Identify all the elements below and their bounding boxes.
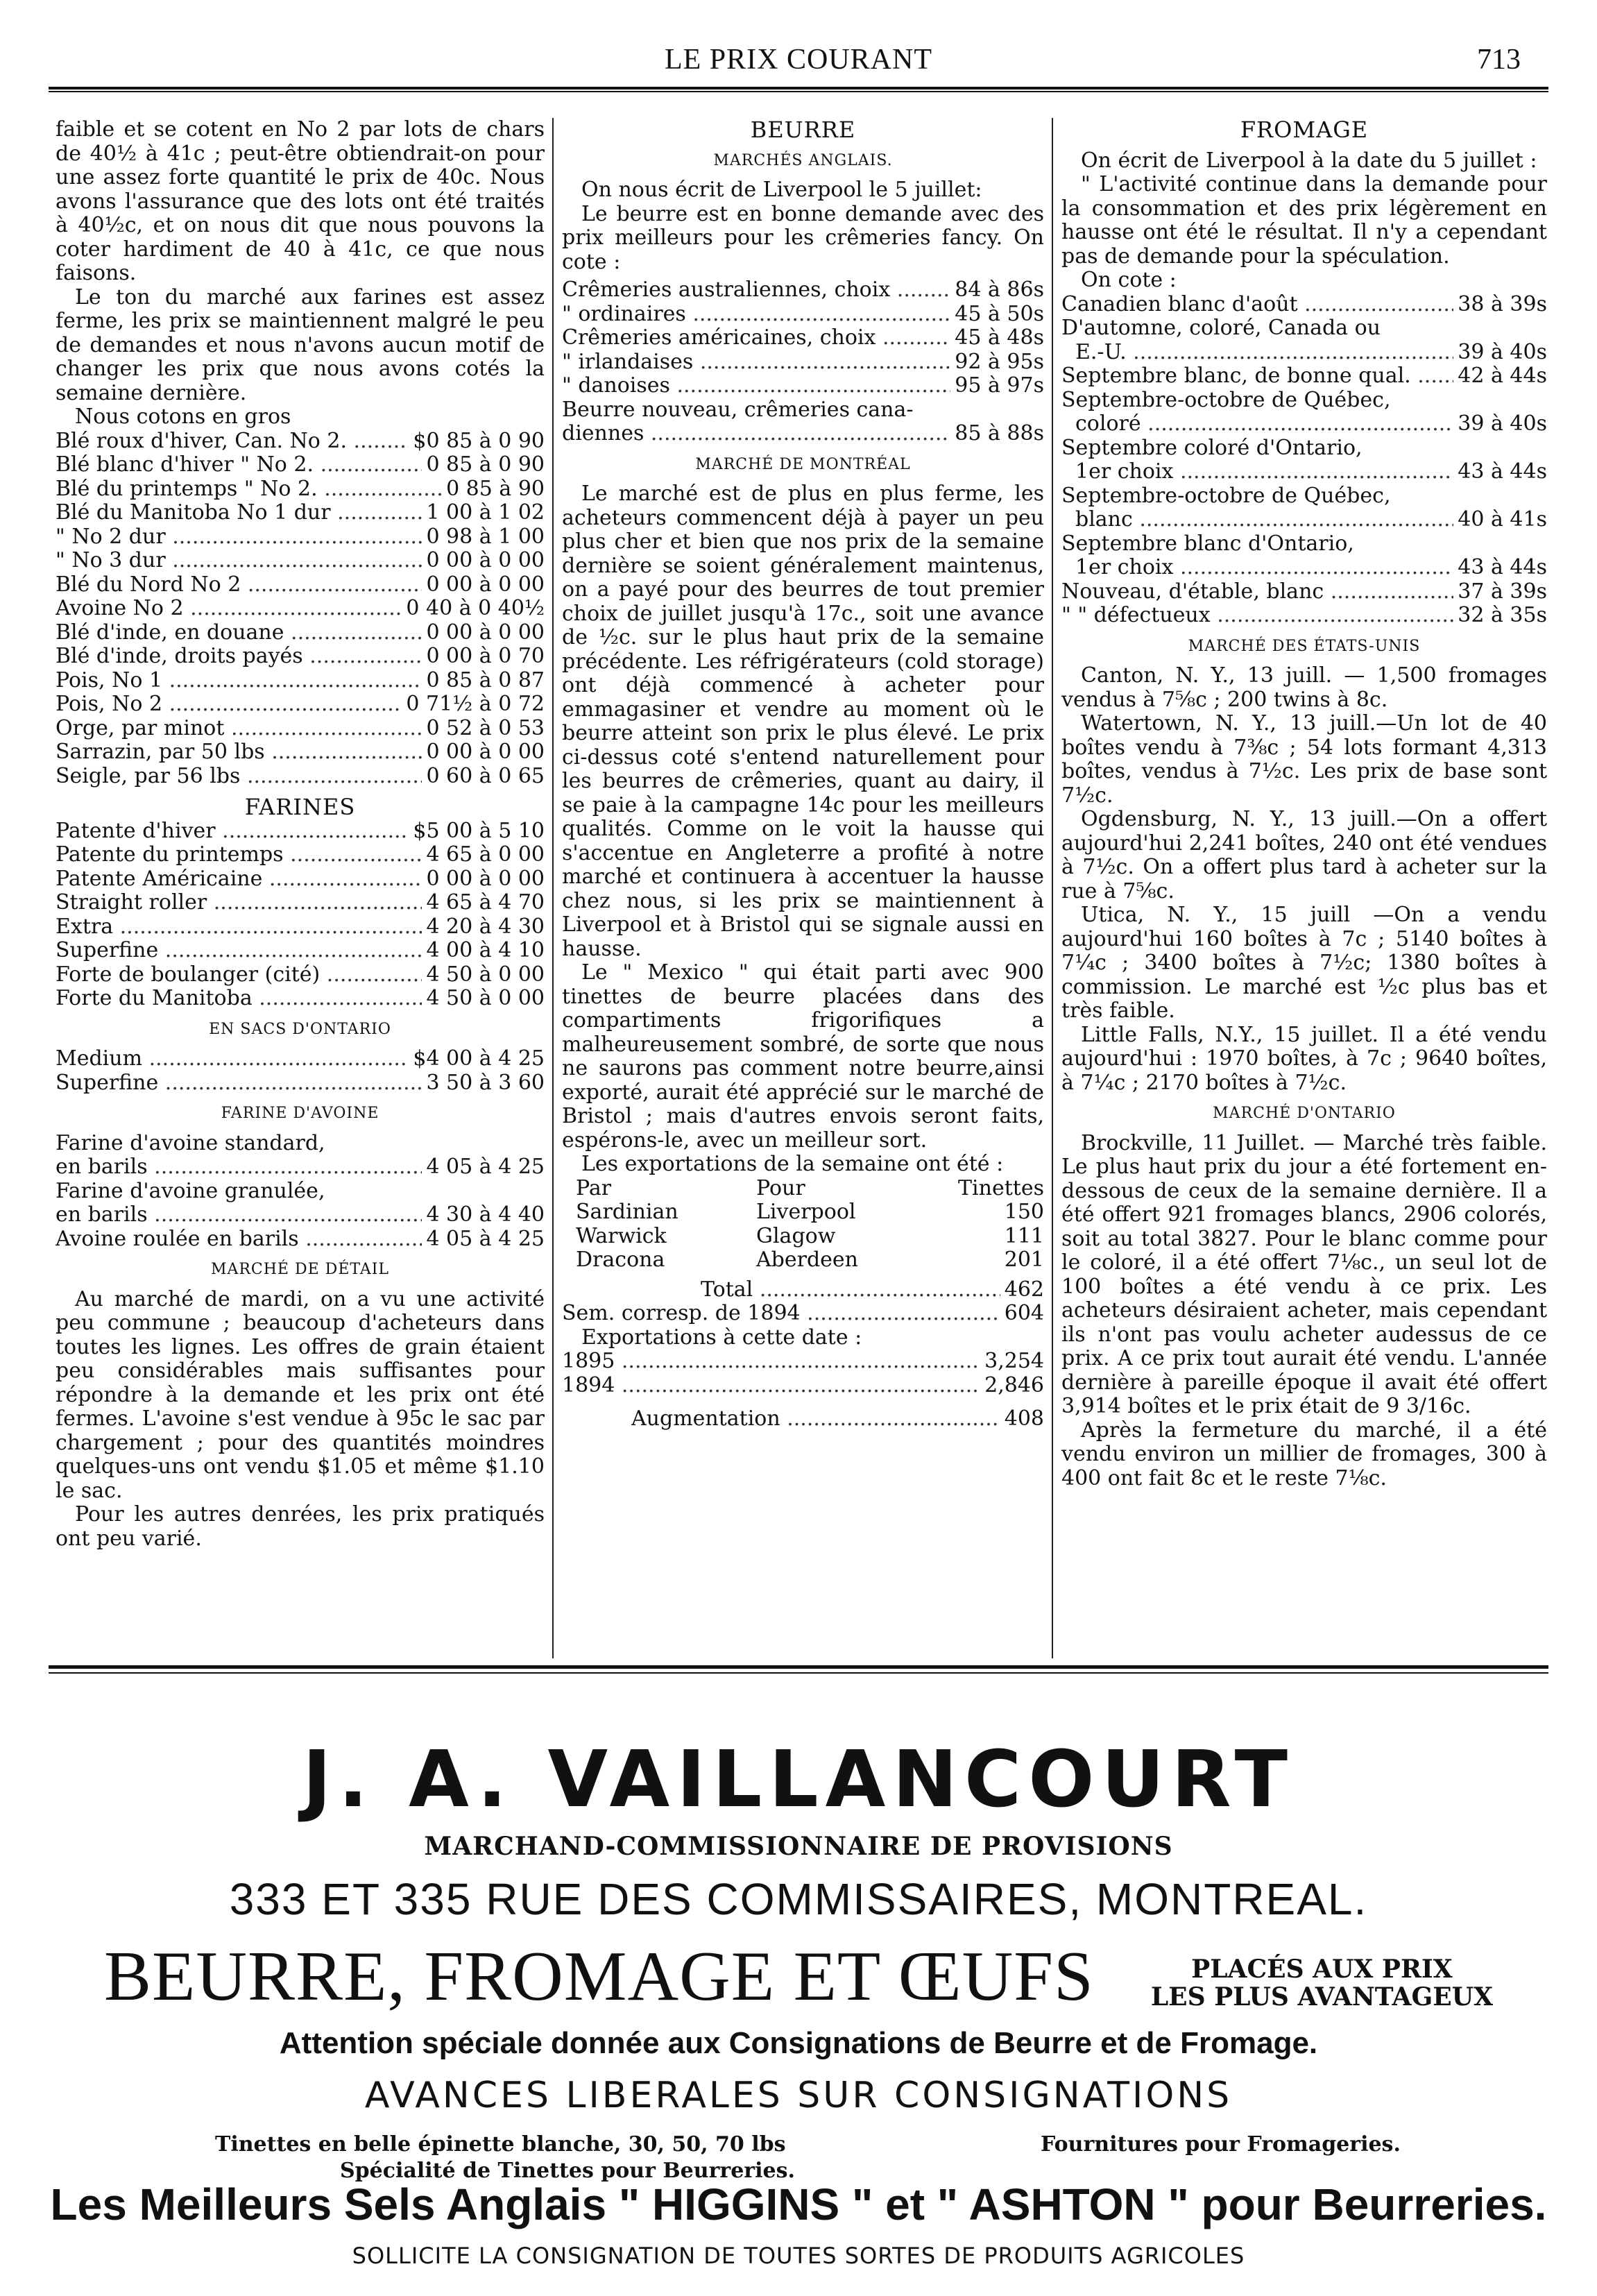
specialite-line: Spécialité de Tinettes pour Beurreries. [340,2159,795,2183]
price-row: Avoine No 2 ..... 0 40 à 0 40½ [55,597,545,621]
section-title-farines: FARINES [244,794,356,820]
paragraph: Les exportations de la semaine ont été : [581,1152,1004,1176]
price-row: " ordinaires ..... 45 à 50s [562,303,1044,327]
paragraph: Le marché est de plus en plus ferme, les acheteurs commencent déjà à payer un peu plus cher et bien que nos prix de la semaine dernière se soient généralement maintenus, on a payé pour des beurres de tout premier choix de juillet jusqu'à 17c., soit une avance de ½c. sur le plus haut prix de la semaine précédente. Les réfrigérateurs (cold storage) ont déjà commencé à acheter pour emmagasiner et vendre au moment où le beurre atteint son prix le plus élevé. Le prix ci-dessus coté s'entend naturellement pour les beurres de crêmeries, quant au dairy, il se paie à la campagne 14c pour les meilleurs qualités. Comme on le voit la hausse qui s'accentue en Angleterre a profité à notre marché et continuera à accentuer la hausse chez nous, si les prix se maintiennent à Liverpool et à Bristol qui se signale aussi en hausse. [562,482,1044,961]
price-row: Extra ..... 4 20 à 4 30 [55,915,545,939]
header-rule [49,87,1548,90]
price-row: en barils ..... 4 05 à 4 25 [55,1155,545,1180]
advertiser-name: J. A. VAILLANCOURT [302,1735,1295,1825]
subsection-title: MARCHÉ DE MONTRÉAL [695,455,911,473]
price-row: Superfine ..... 3 50 à 3 60 [55,1071,545,1096]
grain-price-list [55,430,545,789]
column-separator [1052,118,1053,1658]
paragraph: On nous écrit de Liverpool le 5 juillet: [581,178,982,202]
price-row: Septembre blanc, de bonne qual. ..... 42 à 44s [1061,364,1547,389]
list-item: Septembre blanc d'Ontario, [1061,531,1354,556]
exports-by-year [562,1350,1044,1397]
total-row: Augmentation ..... 408 [562,1407,1044,1431]
section-title-avoine: FARINE D'AVOINE [221,1105,379,1122]
price-row: Crêmeries australiennes, choix ..... 84 à 86s [562,278,1044,303]
column-grains [55,118,545,1551]
section-title-beurre: BEURRE [750,117,856,143]
list-item: Septembre coloré d'Ontario, [1061,435,1363,460]
price-row: Sarrazin, par 50 lbs ..... 0 00 à 0 00 [55,740,545,765]
price-row: Pois, No 1 ..... 0 85 à 0 87 [55,669,545,693]
advertiser-role: MARCHAND-COMMISSIONNAIRE DE PROVISIONS [424,1832,1173,1861]
column-separator [552,118,554,1658]
paragraph: Pour les autres denrées, les prix pratiqués ont peu varié. [55,1502,545,1551]
price-row: " " défectueux ..... 32 à 35s [1061,604,1547,628]
paragraph: On cote : [1081,268,1177,292]
price-row: Superfine ..... 4 00 à 4 10 [55,939,545,963]
price-row: diennes ..... 85 à 88s [562,422,1044,446]
price-row: " irlandaises ..... 92 à 95s [562,350,1044,375]
price-row: 1er choix ..... 43 à 44s [1061,460,1547,484]
price-row: " No 3 dur ..... 0 00 à 0 00 [55,549,545,573]
paragraph: " L'activité continue dans la demande pour la consommation et des prix légèrement en hausse ont été le résultat. Il n'y a cependant pas de demande pour la spéculation. [1061,172,1547,269]
advertiser-address: 333 ET 335 RUE DES COMMISSAIRES, MONTREAL. [229,1874,1368,1924]
section-title-detail: MARCHÉ DE DÉTAIL [210,1261,390,1278]
ad-rule-thin [49,1672,1548,1674]
list-item: Farine d'avoine granulée, [55,1178,325,1203]
products-banner [49,1936,1548,2019]
butter-price-list [562,278,1044,398]
header-rule-thin [49,91,1548,92]
price-row: Canadien blanc d'août ..... 38 à 39s [1061,293,1547,317]
price-row: blanc ..... 40 à 41s [1061,508,1547,532]
price-row: coloré ..... 39 à 40s [1061,412,1547,436]
exports-table-header: Par Pour Tinettes [576,1175,1044,1200]
list-item: Beurre nouveau, crêmeries cana- [562,397,914,422]
ad-rule [49,1665,1548,1669]
subheading: Nous cotons en gros [75,405,291,429]
paragraph: Exportations à cette date : [581,1325,862,1350]
total-row: Total ..... 462 [562,1278,1044,1302]
fournitures-line: Fournitures pour Fromageries. [1041,2132,1401,2157]
price-row: Straight roller ..... 4 65 à 4 70 [55,891,545,915]
market-report: Brockville, 11 Juillet. — Marché très faible. Le plus haut prix du jour a été fortement en-dessous de ceux de la semaine dernière. Il a été offert 921 fromages blancs, 2906 colorés, soit au total 3827. Pour le blanc comme pour le coloré, il a été offert 7⅛c., un seul lot de 100 boîtes a été vendu à ce prix. Les acheteurs désiraient acheter, mais cependant ils n'ont pas voulu acheter audessus de ce prix. A ce prix tout aurait été vendu. L'année dernière à pareille époque il avait été offert 3,914 boîtes et le prix était de 9 3/16c. [1061,1130,1547,1418]
price-row: " No 2 dur ..... 0 98 à 1 00 [55,525,545,550]
table-row: Warwick Glagow 111 [576,1223,1044,1248]
paragraph: Après la fermeture du marché, il a été vendu environ un millier de fromages, 300 à 400 ont fait 8c et le reste 7⅛c. [1061,1418,1547,1490]
paragraph: On écrit de Liverpool à la date du 5 juillet : [1081,148,1537,173]
market-report: Watertown, N. Y., 13 juill.—Un lot de 40 boîtes vendu à 7⅜c ; 54 lots formant 4,313 boîtes, vendus à 7½c. Les prix de base sont 7½c. [1061,711,1547,808]
price-row: Blé du printemps " No 2. ..... 0 85 à 90 [55,477,545,502]
subsection-title: MARCHÉS ANGLAIS. [713,151,893,169]
price-row: Orge, par minot ..... 0 52 à 0 53 [55,717,545,741]
section-title-sacs: EN SACS D'ONTARIO [209,1020,391,1038]
market-report: Utica, N. Y., 15 juill —On a vendu aujourd'hui 160 boîtes à 7c ; 5140 boîtes à 7¼c ; 3400 boîtes à 7½c; 1380 boîtes à commission. Le marché est ½c plus bas et très faible. [1061,903,1547,1023]
price-row: 1er choix ..... 43 à 44s [1061,556,1547,580]
price-row: Patente du printemps ..... 4 65 à 0 00 [55,843,545,867]
products-note: PLACÉS AUX PRIX LES PLUS AVANTAGEUX [1150,1955,1493,2012]
column-fromage [1061,118,1547,1490]
list-item: D'automne, coloré, Canada ou [1061,316,1381,340]
price-row: Blé du Manitoba No 1 dur ..... 1 00 à 1 02 [55,501,545,525]
price-row: E.-U. ..... 39 à 40s [1061,341,1547,365]
section-title-fromage: FROMAGE [1240,117,1369,143]
price-row: Blé d'inde, en douane ..... 0 00 à 0 00 [55,621,545,645]
subsection-title: MARCHÉ D'ONTARIO [1213,1105,1396,1122]
products-title: BEURRE, FROMAGE ET ŒUFS [104,1937,1094,2016]
price-row: Patente Américaine ..... 0 00 à 0 00 [55,867,545,892]
list-item: Septembre-octobre de Québec, [1061,483,1391,508]
market-report: Ogdensburg, N. Y., 13 juill.—On a offert aujourd'hui 2,241 boîtes, 240 ont été vendues à 7½c. On a offert plus tard à acheter sur la rue à 7⅝c. [1061,807,1547,903]
sels-line: Les Meilleurs Sels Anglais " HIGGINS " et " ASHTON " pour Beurreries. [50,2179,1547,2229]
price-row: Crêmeries américaines, choix ..... 45 à 48s [562,326,1044,350]
price-row: 1894 ..... 2,846 [562,1374,1044,1398]
paragraph: Le beurre est en bonne demande avec des prix meilleurs pour les crêmeries fancy. On cote : [562,201,1044,274]
page-number: 713 [1477,44,1521,76]
page-header [49,43,1548,85]
table-row: Sardinian Liverpool 150 [576,1200,1044,1224]
price-row: " danoises ..... 95 à 97s [562,374,1044,398]
market-report: Canton, N. Y., 13 juill. — 1,500 fromages vendus à 7⅝c ; 200 twins à 8c. [1061,663,1547,712]
table-row: Dracona Aberdeen 201 [576,1248,1044,1272]
price-row: Forte de boulanger (cité) ..... 4 50 à 0 00 [55,963,545,987]
price-row: en barils ..... 4 30 à 4 40 [55,1203,545,1227]
price-row: Medium ..... $4 00 à 4 25 [55,1047,545,1071]
price-row: Nouveau, d'étable, blanc ..... 37 à 39s [1061,580,1547,604]
sollicite-line: SOLLICITE LA CONSIGNATION DE TOUTES SORTES DE PRODUITS AGRICOLES [352,2243,1245,2269]
subsection-title: MARCHÉ DES ÉTATS-UNIS [1188,637,1421,655]
price-row: Blé roux d'hiver, Can. No 2. ..... $0 85 à 0 90 [55,430,545,454]
total-row: Sem. corresp. de 1894 ..... 604 [562,1302,1044,1326]
paragraph: Le ton du marché aux farines est assez ferme, les prix se maintiennent malgré le peu de demandes et nous n'avons aucun motif de changer les prix que nous avons cotés la semaine dernière. [55,284,545,405]
attention-line: Attention spéciale donnée aux Consignations de Beurre et de Fromage. [279,2026,1318,2060]
exports-table [562,1200,1044,1273]
price-row: Blé blanc d'hiver " No 2. ..... 0 85 à 0 90 [55,453,545,477]
avances-line: AVANCES LIBERALES SUR CONSIGNATIONS [364,2075,1233,2116]
list-item: Farine d'avoine standard, [55,1130,325,1155]
paragraph: Au marché de mardi, on a vu une activité peu commune ; beaucoup d'acheteurs dans toutes les lignes. Les offres de grain étaient peu considérables mais suffisantes pour répondre à la demande et les prix ont été fermes. L'avoine s'est vendue à 95c le sac par chargement ; pour des quantités moindres quelques-uns ont vendu $1.05 et même $1.10 le sac. [55,1286,545,1503]
price-row: Patente d'hiver ..... $5 00 à 5 10 [55,819,545,844]
flour-price-list [55,819,545,1011]
tinettes-line: Tinettes en belle épinette blanche, 30, 50, 70 lbs [215,2132,786,2157]
price-row: Seigle, par 56 lbs ..... 0 60 à 0 65 [55,765,545,789]
paragraph: Le " Mexico " qui était parti avec 900 tinettes de beurre placées dans des compartiments frigorifiques a malheureusement sombré, de sorte que nous ne saurons pas comment notre beurre,ainsi exporté, aurait été apprécié sur le marché de Bristol ; mais d'autres envois seront faits, espérons-le, avec un meilleur sort. [562,960,1044,1153]
journal-title: LE PRIX COURANT [664,44,932,76]
list-item: Septembre-octobre de Québec, [1061,387,1391,412]
price-row: Blé du Nord No 2 ..... 0 00 à 0 00 [55,573,545,597]
price-row: Forte du Manitoba ..... 4 50 à 0 00 [55,987,545,1011]
paragraph: faible et se cotent en No 2 par lots de chars de 40½ à 41c ; peut-être obtiendrait-on pour une assez forte quantité le prix de 40c. Nous avons l'assurance que des lots ont été traités à 40½c, et on nous dit que nous pouvons la coter hardiment de 40 à 41c, ce que nous faisons. [55,117,545,285]
market-report: Little Falls, N.Y., 15 juillet. Il a été vendu aujourd'hui : 1970 boîtes, à 7c ; 9640 boîtes, à 7¼c ; 2170 boîtes à 7½c. [1061,1022,1547,1095]
price-row: 1895 ..... 3,254 [562,1350,1044,1374]
column-beurre [562,118,1044,1431]
price-row: Pois, No 2 ..... 0 71½ à 0 72 [55,692,545,717]
sacs-price-list [55,1047,545,1095]
price-row: Avoine roulée en barils ..... 4 05 à 4 25 [55,1227,545,1252]
price-row: Blé d'inde, droits payés ..... 0 00 à 0 70 [55,645,545,669]
